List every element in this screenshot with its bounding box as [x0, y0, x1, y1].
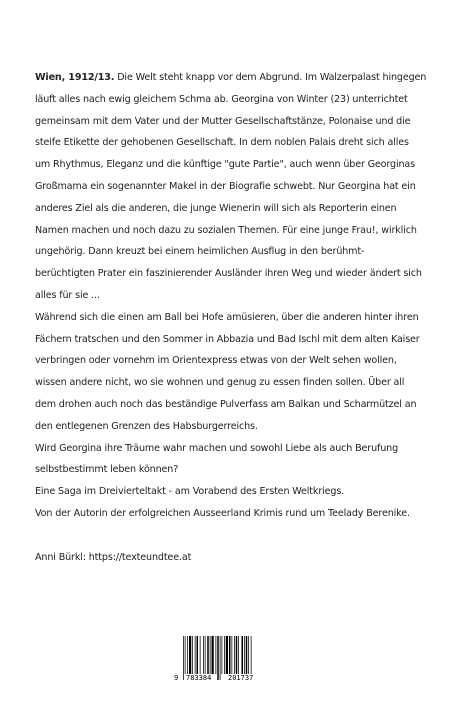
- blurb-line: alles für sie ...: [35, 289, 100, 301]
- barcode-digits: [174, 673, 269, 685]
- blurb-line: um Rhythmus, Eleganz und die künftige "gute Partie", auch wenn über Georginas: [35, 159, 415, 171]
- barcode-bar: [238, 636, 239, 674]
- isbn-barcode: [174, 636, 269, 686]
- barcode-bar: [234, 636, 235, 674]
- blurb-line: Von der Autorin der erfolgreichen Ausseerland Krimis rund um Teelady Berenike.: [35, 507, 410, 519]
- blank-line: [35, 525, 427, 547]
- blurb-line: Großmama ein sogenannter Makel in der Biografie schwebt. Nur Georgina hat ein: [35, 180, 416, 192]
- blurb-line: berüchtigten Prater ein faszinierender Ausländer ihren Weg und wieder ändert sich: [35, 268, 422, 280]
- barcode-bar: [248, 636, 249, 674]
- blurb-line: wissen andere nicht, wo sie wohnen und genug zu essen finden sollen. Über all: [35, 377, 405, 389]
- barcode-bar: [203, 636, 204, 674]
- blurb-line-text: Die Welt steht knapp vor dem Abgrund. Im Walzerpalast hingegen: [114, 72, 427, 83]
- barcode-bar: [244, 636, 245, 674]
- barcode-right-group: 201737: [228, 674, 254, 682]
- blurb-line: dem drohen auch noch das beständige Pulverfass am Balkan und Scharmützel an: [35, 398, 417, 410]
- blurb-line: selbstbestimmt leben können?: [35, 464, 179, 476]
- author-line: Anni Bürkl: https://texteundtee.at: [35, 551, 192, 563]
- barcode-bar: [189, 636, 191, 674]
- barcode-bar: [226, 636, 228, 674]
- barcode-bar: [229, 636, 231, 674]
- blurb-line: anderes Ziel als die anderen, die junge Wienerin will sich als Reporterin einen: [35, 202, 397, 214]
- blurb-line: läuft alles nach ewig gleichem Schma ab. Georgina von Winter (23) unterrichtet: [35, 93, 408, 105]
- barcode-left-group: 783384: [186, 674, 212, 682]
- barcode-bar: [187, 636, 188, 674]
- back-cover-blurb: [35, 67, 427, 568]
- barcode-bar: [232, 636, 233, 674]
- barcode-bar: [212, 636, 214, 674]
- blurb-lead: Wien, 1912/13.: [35, 72, 115, 83]
- barcode-bar: [210, 636, 211, 674]
- barcode-bar: [207, 636, 209, 674]
- blurb-line: [35, 67, 427, 89]
- barcode-bar: [246, 636, 248, 674]
- blurb-line: Während sich die einen am Ball bei Hofe amüsieren, über die anderen hinter ihren: [35, 311, 419, 323]
- barcode-bar: [192, 636, 193, 674]
- barcode-bar: [200, 636, 201, 674]
- barcode-bar: [216, 636, 217, 674]
- blurb-line: steife Etikette der gehobenen Gesellschaft. In dem noblen Palais dreht sich alles: [35, 137, 409, 149]
- blurb-line: verbringen oder vornehm im Orientexpress etwas von der Welt sehen wollen,: [35, 355, 397, 367]
- barcode-bar: [222, 636, 223, 674]
- blurb-line: Namen machen und noch dazu zu sozialen Themen. Für eine junge Frau!, wirklich: [35, 224, 417, 236]
- blurb-line: ungehörig. Dann kreuzt bei einem heimlichen Ausflug in den berühmt-: [35, 246, 365, 258]
- barcode-bar: [205, 636, 206, 674]
- blurb-line: Eine Saga im Dreivierteltakt - am Vorabend des Ersten Weltkriegs.: [35, 486, 345, 498]
- blurb-line: Fächern tratschen und den Sommer in Abbazia und Bad Ischl mit dem alten Kaiser: [35, 333, 420, 345]
- barcode-bar: [197, 636, 199, 674]
- blurb-line: den entlegenen Grenzen des Habsburgerreichs.: [35, 420, 258, 432]
- barcode-bar: [242, 636, 244, 674]
- blurb-line: gemeinsam mit dem Vater und der Mutter Gesellschaftstänze, Polonaise und die: [35, 115, 411, 127]
- barcode-first-digit: 9: [174, 674, 179, 682]
- barcode-bar: [224, 636, 225, 674]
- barcode-bar: [195, 636, 196, 674]
- blurb-line: Wird Georgina ihre Träume wahr machen und sowohl Liebe als auch Berufung: [35, 442, 399, 454]
- barcode-bar: [236, 636, 238, 674]
